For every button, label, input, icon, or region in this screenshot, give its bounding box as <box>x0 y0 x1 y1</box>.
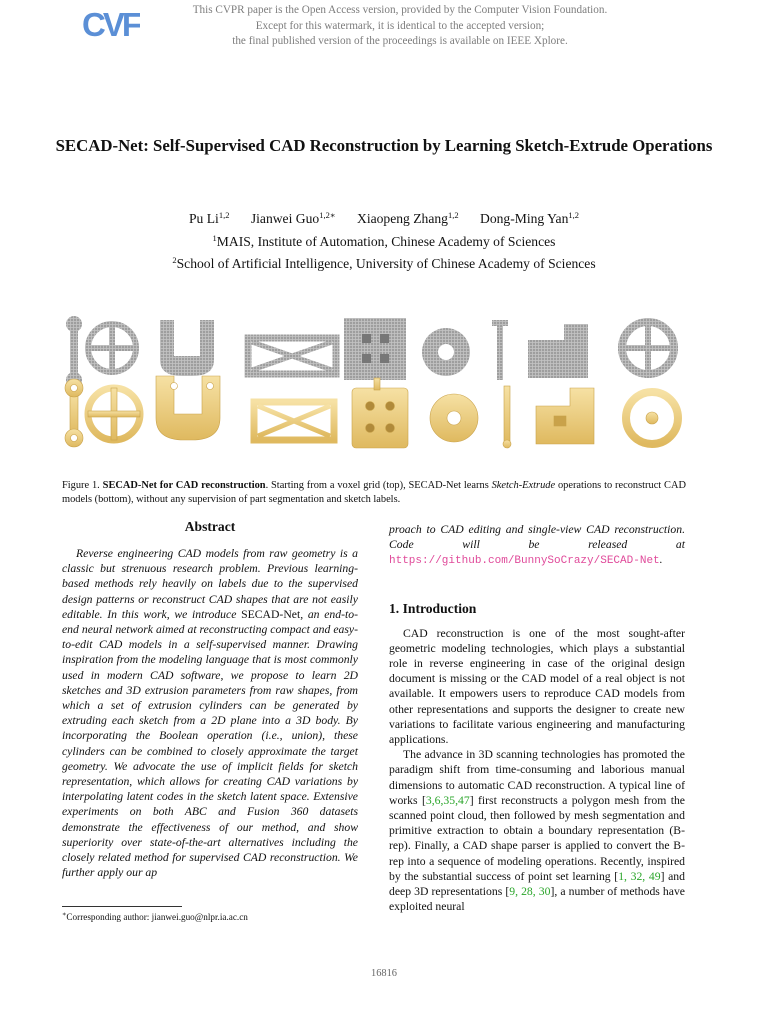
intro-text: The advance in 3D scanning technologies has promoted the paradigm shift from time-consuming and laborious manual dimensions to automatic CAD reconstruction. A typical line of works [ <box>389 748 685 807</box>
watermark-line-1: This CVPR paper is the Open Access version, provided by the Computer Vision Foundation. <box>192 4 608 16</box>
affiliation-mark: 2 <box>172 255 177 265</box>
author <box>357 211 459 226</box>
cad-shape-sprocket <box>626 392 678 444</box>
introduction-heading: 1. Introduction <box>389 600 477 616</box>
voxel-shape-clevis <box>160 320 214 376</box>
right-column <box>389 522 685 914</box>
citation-link[interactable]: 3,6,35,47 <box>425 793 470 807</box>
cad-shape-gear <box>430 394 478 442</box>
author-list <box>50 206 718 229</box>
citation-link[interactable]: 1, 32, 49 <box>618 869 661 883</box>
voxel-shape-sprocket <box>618 318 678 378</box>
author <box>251 211 336 226</box>
watermark-line-3: the final published version of the proceedings is available on IEEE Xplore. <box>232 35 568 47</box>
cad-shape-link <box>65 379 83 447</box>
voxel-shape-block <box>344 318 406 380</box>
abstract-link-lead: proach to CAD editing and single-view CAD reconstruction. Code will be released at <box>389 523 685 552</box>
affiliation <box>50 229 718 252</box>
cvf-logo <box>82 6 140 42</box>
paper-title: SECAD-Net: Self-Supervised CAD Reconstruction by Learning Sketch-Extrude Operations <box>55 136 713 155</box>
intro-paragraph-1: CAD reconstruction is one of the most sought-after geometric modeling technologies, which plays a substantial role in reverse engineering in case of the original design document is missing or the CAD model of a real object is not available. It empowers users to reproduce CAD models from other representations and supports the designer to create new variations to facilitate various engineering and manufacturing applications. <box>389 626 685 747</box>
intro-paragraph-2 <box>389 747 685 914</box>
abstract-text: . <box>659 553 663 567</box>
affiliation <box>50 251 718 274</box>
abstract-continuation <box>389 522 685 570</box>
cad-shape-pin <box>503 386 511 448</box>
footnote <box>62 909 358 923</box>
voxel-shape-pin <box>492 320 508 380</box>
voxel-shape-gear <box>422 328 470 376</box>
affiliation-mark: 1 <box>212 232 217 243</box>
cad-shape-steps <box>536 388 594 444</box>
abstract-text: Reverse engineering CAD models from raw geometry is a classic but strenuous research problem. Previous learning-based methods rely heavily on labels due to the supervised design patterns or reconstruct CAD shapes that are not easily editable. In this work, we introduce <box>62 547 358 621</box>
left-column <box>62 518 358 880</box>
cad-shape-clevis <box>156 376 220 440</box>
open-access-watermark <box>150 3 650 50</box>
cad-shape-frame <box>254 402 334 440</box>
teaser-figure <box>62 310 686 460</box>
cad-outputs <box>65 376 678 448</box>
caption-label: Figure 1. <box>62 480 100 491</box>
footnote-rule <box>62 906 182 907</box>
voxel-shape-link <box>66 316 82 388</box>
figure-caption <box>62 479 686 507</box>
author-affiliation-mark: 1,2 <box>447 210 459 220</box>
citation-link[interactable]: 9, 28, 30 <box>509 885 551 899</box>
page-number: 16816 <box>371 968 397 979</box>
caption-text: . Starting from a voxel grid (top), SECAD-Net learns <box>265 480 492 491</box>
method-name: SECAD-Net <box>241 607 301 621</box>
author <box>189 211 229 226</box>
intro-text: ] first reconstructs a polygon mesh from the scanned point cloud, then followed by mesh segmentation and primitive extraction to obtain a boundary representation (B-rep). Finally, a CAD shape parser is applied to convert the B-rep into a sequence of modeling operations. Recently, inspired by the substantial success of point set learning [ <box>389 793 685 883</box>
author-block <box>50 206 718 274</box>
caption-italic: Sketch-Extrude <box>491 480 556 491</box>
author-affiliation-mark: 1,2∗ <box>319 210 336 220</box>
abstract-paragraph <box>62 546 358 880</box>
cad-shape-wheel <box>88 388 140 440</box>
voxel-shape-steps <box>528 324 588 378</box>
author-name: Jianwei Guo <box>250 211 320 226</box>
cvf-logo-text: CVF <box>82 6 139 42</box>
intro-text: ] and deep 3D representations [ <box>389 869 685 899</box>
voxel-shape-wheel <box>88 324 136 372</box>
footnote-mark: ∗ <box>62 911 67 918</box>
abstract-text: , an end-to-end neural network aimed at reconstructing compact and easy-to-edit CAD models in a self-supervised manner. Drawing inspiration from the modeling language that is most commonly used in modern CAD software, we propose to learn 2D sketches and 3D extrusion parameters from raw shapes, from which a set of extrusion cylinders can be generated by extruding each sketch from a 2D plane into a 3D body. By incorporating the Boolean operation (i.e., union), these cylinders can be combined to closely approximate the target geometry. We advocate the use of implicit fields for sketch representation, which allows for creating CAD variations by interpolating latent codes in the sketch latent space. Extensive experiments on both ABC and Fusion 360 datasets demonstrate the effectiveness of our method, and show superiority over state-of-the-art alternatives including the closely related method for supervised CAD reconstruction. We further apply our ap <box>62 607 358 880</box>
code-link[interactable]: https://github.com/BunnySoCrazy/SECAD-Net <box>389 555 660 568</box>
affiliation-text: School of Artificial Intelligence, University of Chinese Academy of Sciences <box>176 256 596 271</box>
caption-text: operations to reconstruct CAD models (bottom), without any supervision of part segmentation and sketch labels. <box>62 480 686 505</box>
caption-bold: SECAD-Net for CAD reconstruction <box>102 480 266 491</box>
cad-shape-block <box>352 378 408 448</box>
author-name: Xiaopeng Zhang <box>357 211 448 226</box>
voxel-shape-frame <box>248 338 336 374</box>
author-affiliation-mark: 1,2 <box>568 210 580 220</box>
author-name: Pu Li <box>188 211 219 226</box>
watermark-line-2: Except for this watermark, it is identical to the accepted version; <box>255 19 545 32</box>
author-name: Dong-Ming Yan <box>480 211 569 226</box>
author <box>480 211 579 226</box>
footnote-text: Corresponding author: jianwei.guo@nlpr.ia.ac.cn <box>66 912 248 923</box>
intro-text: ], a number of methods have exploited neural <box>389 885 685 914</box>
affiliation-text: MAIS, Institute of Automation, Chinese Academy of Sciences <box>216 233 556 249</box>
author-affiliation-mark: 1,2 <box>218 210 230 220</box>
abstract-heading: Abstract <box>184 519 236 534</box>
